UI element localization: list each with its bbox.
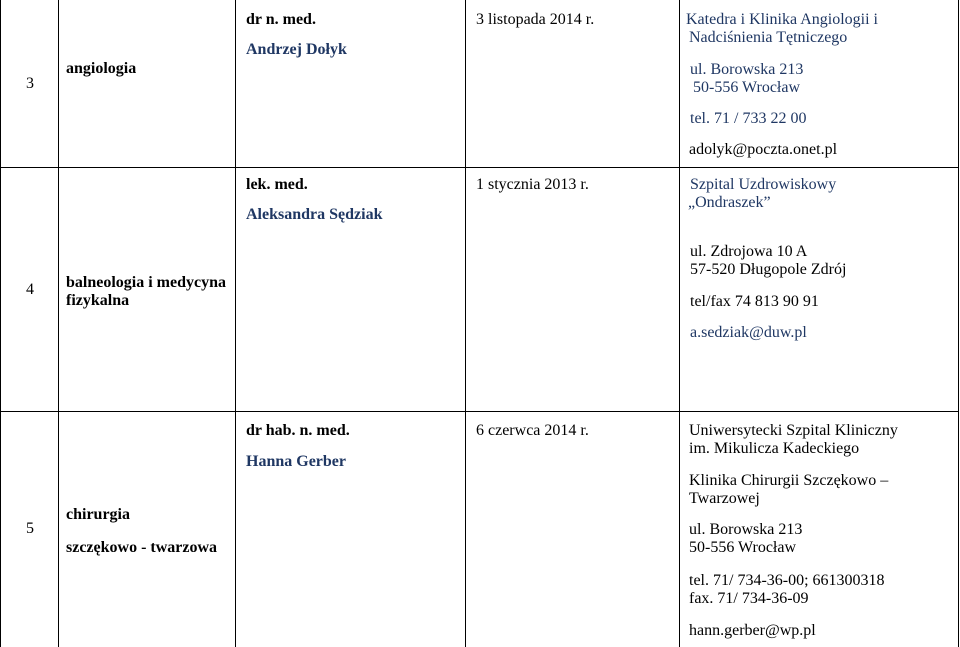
email-address: a.sedziak@duw.pl — [690, 324, 807, 341]
address-street: ul. Borowska 213 — [689, 521, 803, 538]
column-divider-number — [58, 0, 59, 647]
specialty: angiologia — [66, 60, 137, 77]
appointment-date: 1 stycznia 2013 r. — [476, 176, 589, 193]
institution-line2: „Ondraszek” — [688, 194, 771, 211]
institution-line1: Uniwersytecki Szpital Kliniczny — [689, 422, 898, 439]
consultant-title: lek. med. — [246, 176, 308, 193]
institution-line1: Katedra i Klinika Angiologii i — [686, 11, 878, 28]
appointment-date: 3 listopada 2014 r. — [476, 11, 595, 28]
institution-line2: Nadciśnienia Tętniczego — [689, 29, 848, 46]
appointment-date: 6 czerwca 2014 r. — [476, 422, 589, 439]
specialty-line2: fizykalna — [66, 292, 130, 309]
row-number: 3 — [26, 75, 34, 92]
column-divider-specialty — [235, 0, 236, 647]
consultant-name: Andrzej Dołyk — [246, 41, 347, 58]
fax-number: fax. 71/ 734-36-09 — [689, 590, 809, 607]
row-number: 4 — [26, 281, 34, 298]
table-border-left — [0, 0, 1, 647]
email-address: hann.gerber@wp.pl — [689, 622, 816, 639]
phone-number: tel/fax 74 813 90 91 — [690, 293, 819, 310]
clinic-line2: Twarzowej — [689, 490, 760, 507]
consultant-name: Hanna Gerber — [246, 453, 346, 470]
consultant-title: dr n. med. — [246, 11, 316, 28]
phone-number: tel. 71/ 734-36-00; 661300318 — [689, 572, 885, 589]
table-border-right — [958, 0, 959, 647]
column-divider-consultant — [465, 0, 466, 647]
row-divider-4-5 — [0, 411, 959, 412]
specialty-line1: balneologia i medycyna — [66, 274, 227, 291]
address-street: ul. Borowska 213 — [690, 61, 804, 78]
consultant-name: Aleksandra Sędziak — [246, 206, 383, 223]
clinic-line1: Klinika Chirurgii Szczękowo – — [689, 472, 889, 489]
specialty-line2: szczękowo - twarzowa — [66, 539, 218, 556]
row-divider-3-4 — [0, 167, 959, 168]
address-street: ul. Zdrojowa 10 A — [690, 243, 808, 260]
address-city: 50-556 Wrocław — [693, 79, 801, 96]
column-divider-date — [679, 0, 680, 647]
email-address: adolyk@poczta.onet.pl — [689, 141, 838, 158]
specialty-line1: chirurgia — [66, 506, 130, 523]
institution-line2: im. Mikulicza Kadeckiego — [689, 440, 860, 457]
address-city: 50-556 Wrocław — [689, 539, 797, 556]
address-city: 57-520 Długopole Zdrój — [690, 261, 847, 278]
phone-number: tel. 71 / 733 22 00 — [690, 110, 807, 127]
consultant-title: dr hab. n. med. — [246, 422, 350, 439]
institution-line1: Szpital Uzdrowiskowy — [690, 176, 837, 193]
row-number: 5 — [26, 520, 34, 537]
